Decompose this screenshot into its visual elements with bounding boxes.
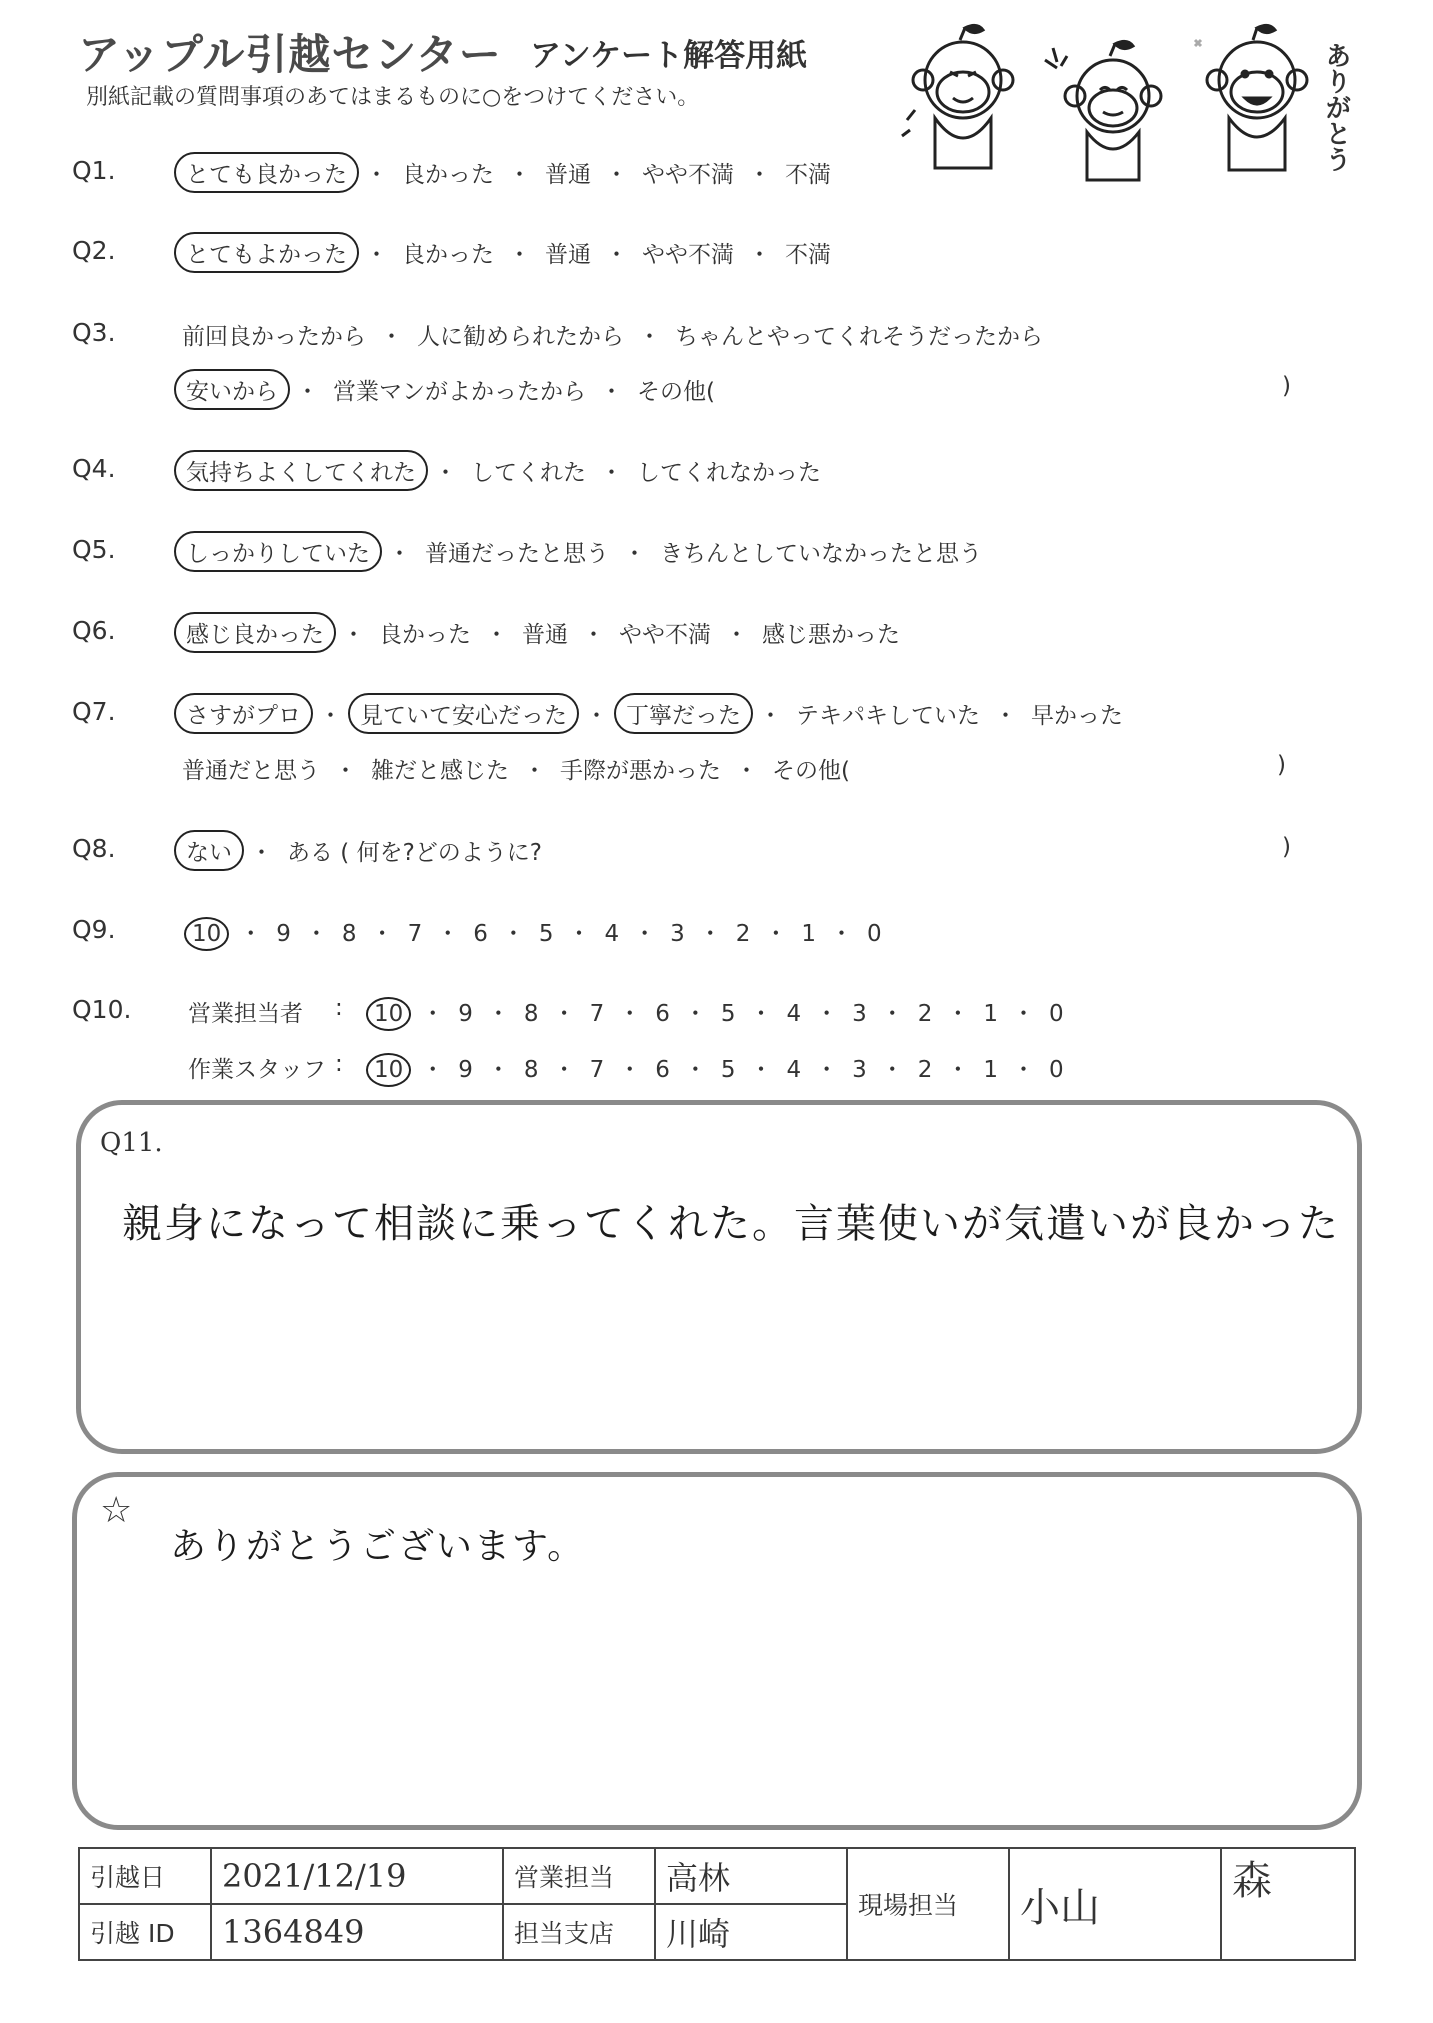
branch-value: 川崎 [655,1904,847,1960]
q10-label: Q10. [72,995,132,1024]
q3-option-other[interactable]: その他( [637,379,715,405]
q3-options-row1: 前回良かったから ・ 人に勧められたから ・ ちゃんとやってくれそうだったから [182,324,1043,350]
q3-options-row2: 安いから ・ 営業マンがよかったから ・ その他( [182,373,715,406]
q10-staff-score[interactable]: 2 [917,1057,933,1083]
q2-option[interactable]: 不満 [785,242,831,268]
q9-score[interactable]: 9 [276,921,291,947]
q7-option[interactable]: 雑だと感じた [371,758,509,784]
q10-sales-score[interactable]: 0 [1049,1001,1064,1027]
q1-option[interactable]: やや不満 [642,162,734,188]
q2-option[interactable]: やや不満 [642,242,734,268]
q7-option[interactable]: 普通だと思う [182,758,320,784]
branch-label: 担当支店 [503,1904,655,1960]
q9-score[interactable]: 1 [801,921,817,947]
q1-label: Q1. [72,156,116,185]
q10-staff-scale: 10 ・ 9 ・ 8 ・ 7 ・ 6 ・ 5 ・ 4 ・ 3 ・ 2 ・ 1 ・ 0 [370,1051,1064,1084]
q2-option[interactable]: 普通 [545,242,591,268]
sales-rep-value: 高林 [655,1848,847,1904]
field-staff-value-1: 小山 [1009,1848,1221,1960]
q1-option[interactable]: 不満 [785,162,831,188]
q10-staff-score[interactable]: 3 [852,1057,867,1083]
q2-options: とてもよかった ・ 良かった ・ 普通 ・ やや不満 ・ 不満 [182,236,831,269]
move-date-label: 引越日 [79,1848,211,1904]
move-info-table [78,1847,1356,1961]
q1-option[interactable]: 良かった [402,162,494,188]
q5-options: しっかりしていた ・ 普通だったと思う ・ きちんとしていなかったと思う [182,535,982,568]
q3-close-paren: ) [1282,373,1291,399]
q6-options: 感じ良かった ・ 良かった ・ 普通 ・ やや不満 ・ 感じ悪かった [182,616,900,649]
q9-score[interactable]: 7 [407,921,423,947]
q8-close-paren: ) [1282,834,1291,860]
q3-label: Q3. [72,318,116,347]
q10-sales-score[interactable]: 9 [458,1001,473,1027]
q10-staff-score[interactable]: 0 [1049,1057,1064,1083]
q2-option[interactable]: 良かった [402,242,494,268]
q10-staff-label: 作業スタッフ [188,1057,326,1083]
q1-option[interactable]: 普通 [545,162,591,188]
colon: : [335,995,343,1021]
q7-label: Q7. [72,697,116,726]
q10-sales-score[interactable]: 1 [983,1001,999,1027]
q10-sales-score[interactable]: 5 [720,1001,736,1027]
field-staff-value-2: 森 [1221,1848,1355,1960]
q10-sales-scale: 10 ・ 9 ・ 8 ・ 7 ・ 6 ・ 5 ・ 4 ・ 3 ・ 2 ・ 1 ・ 0 [370,995,1064,1028]
q9-score-selected[interactable]: 10 [184,917,229,951]
q9-score[interactable]: 6 [473,921,488,947]
q10-sales-score-selected[interactable]: 10 [366,997,411,1031]
q8-option[interactable]: ある ( 何を?どのように? [287,840,543,866]
q2-option-selected[interactable]: とてもよかった [174,232,359,273]
q10-sales-score[interactable]: 3 [852,1001,867,1027]
q11-comment-box[interactable] [76,1100,1362,1454]
q7-option-selected[interactable]: 丁寧だった [614,693,753,734]
move-id-value: 1364849 [211,1904,503,1960]
q10-sales-score[interactable]: 6 [655,1001,670,1027]
q3-option[interactable]: 人に勧められたから [417,324,624,350]
q10-staff-score[interactable]: 7 [589,1057,605,1083]
form-subtitle: アンケート解答用紙 [530,38,808,74]
q1-option-selected[interactable]: とても良かった [174,152,359,193]
q6-option[interactable]: 感じ悪かった [762,622,900,648]
q5-option-selected[interactable]: しっかりしていた [174,531,382,572]
q5-option[interactable]: きちんとしていなかったと思う [660,541,982,567]
q3-option[interactable]: 営業マンがよかったから [333,379,586,405]
q1-options: とても良かった ・ 良かった ・ 普通 ・ やや不満 ・ 不満 [182,156,831,189]
thanks-vertical-text: ありがとう [1321,42,1351,172]
q10-sales-score[interactable]: 2 [917,1001,933,1027]
move-date-value: 2021/12/19 [211,1848,503,1904]
q10-staff-score[interactable]: 4 [786,1057,802,1083]
q2-label: Q2. [72,236,116,265]
q8-options: ない ・ ある ( 何を?どのように? [182,834,542,867]
q10-staff-score[interactable]: 5 [720,1057,736,1083]
q6-option-selected[interactable]: 感じ良かった [174,612,336,653]
q5-option[interactable]: 普通だったと思う [425,541,609,567]
star-box-handwritten-text: ありがとうございます。 [170,1526,586,1567]
q10-staff-score[interactable]: 6 [655,1057,670,1083]
star-icon: ☆ [100,1490,133,1531]
q9-score[interactable]: 3 [670,921,685,947]
q4-option-selected[interactable]: 気持ちよくしてくれた [174,450,428,491]
q10-sales-score[interactable]: 8 [523,1001,539,1027]
q7-option-selected[interactable]: 見ていて安心だった [348,693,579,734]
q7-option-selected[interactable]: さすがプロ [174,693,313,734]
q8-option-selected[interactable]: ない [174,830,244,871]
colon: : [335,1051,343,1077]
q3-option[interactable]: ちゃんとやってくれそうだったから [675,324,1043,350]
q8-label: Q8. [72,834,116,863]
q10-sales-score[interactable]: 4 [786,1001,802,1027]
q9-score[interactable]: 0 [867,921,882,947]
q10-staff-score[interactable]: 1 [983,1057,999,1083]
q9-scale: 10 ・ 9 ・ 8 ・ 7 ・ 6 ・ 5 ・ 4 ・ 3 ・ 2 ・ 1 ・ 0 [188,915,882,948]
q7-close-paren: ) [1277,752,1286,778]
q9-score[interactable]: 8 [341,921,357,947]
q4-label: Q4. [72,454,116,483]
q5-label: Q5. [72,535,116,564]
q9-label: Q9. [72,915,116,944]
q6-option[interactable]: 良かった [379,622,471,648]
q7-option[interactable]: テキパキしていた [796,703,980,729]
q7-options-row1: さすがプロ ・ 見ていて安心だった ・ 丁寧だった ・ テキパキしていた ・ 早かった [182,697,1123,730]
q4-option[interactable]: してくれなかった [637,460,821,486]
q3-option-selected[interactable]: 安いから [174,369,290,410]
q4-options: 気持ちよくしてくれた ・ してくれた ・ してくれなかった [182,454,821,487]
q10-staff-score[interactable]: 9 [458,1057,473,1083]
q9-score[interactable]: 4 [604,921,620,947]
q11-handwritten-answer: 親身になって相談に乗ってくれた。言葉使いが気遣いが良かった [122,1201,1340,1247]
q3-option[interactable]: 前回良かったから [182,324,366,350]
q9-score[interactable]: 5 [538,921,554,947]
company-title: アップル引越センター [78,30,502,79]
monkey-mascots-illustration [895,20,1335,200]
sales-rep-label: 営業担当 [503,1848,655,1904]
q10-staff-score-selected[interactable]: 10 [366,1053,411,1087]
q7-options-row2: 普通だと思う ・ 雑だと感じた ・ 手際が悪かった ・ その他( [182,758,850,784]
q10-sales-score[interactable]: 7 [589,1001,605,1027]
instruction-text: 別紙記載の質問事項のあてはまるものに○をつけてください。 [86,85,700,110]
q7-option-other[interactable]: その他( [772,758,850,784]
q6-option[interactable]: 普通 [522,622,568,648]
move-id-label: 引越 ID [79,1904,211,1960]
q4-option[interactable]: してくれた [471,460,586,486]
q6-option[interactable]: やや不満 [619,622,711,648]
field-staff-label: 現場担当 [847,1848,1009,1960]
q10-sales-label: 営業担当者 [188,1001,303,1027]
q11-label: Q11. [100,1128,163,1158]
q7-option[interactable]: 早かった [1031,703,1123,729]
q9-score[interactable]: 2 [735,921,751,947]
q6-label: Q6. [72,616,116,645]
q7-option[interactable]: 手際が悪かった [560,758,721,784]
q10-staff-score[interactable]: 8 [523,1057,539,1083]
